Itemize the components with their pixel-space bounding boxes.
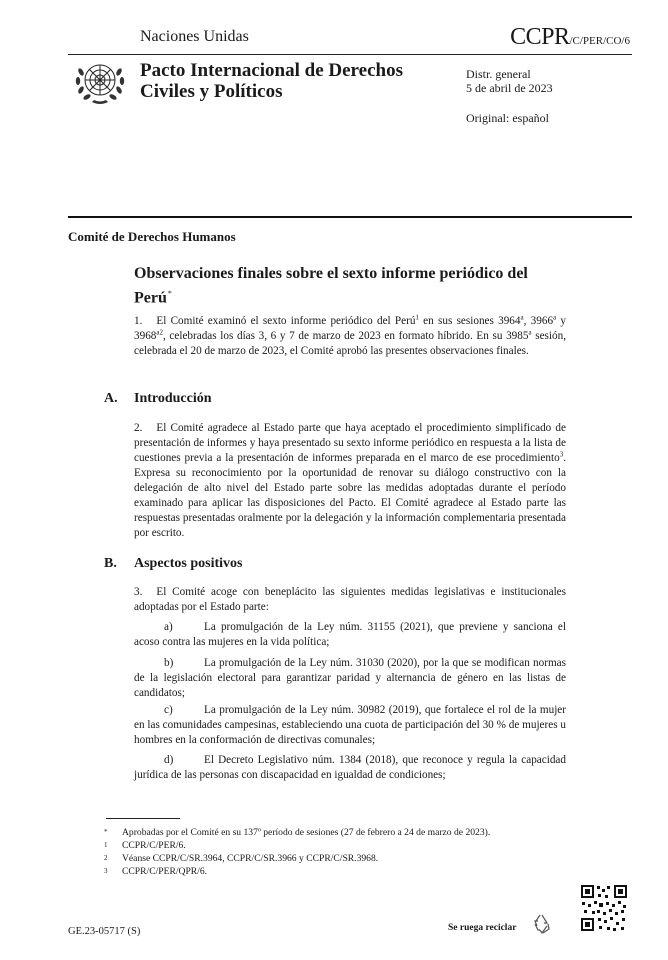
- footnote-text: CCPR/C/PER/QPR/6.: [122, 866, 208, 877]
- paragraph-number: 2.: [134, 422, 143, 434]
- item-text: La promulgación de la Ley núm. 30982 (2019), que fortalece el rol de la mujer en las comunidades campesinas, estableciendo una cuota de participación del 30 % de mujeres u hombres en la conformación de directivas comunales;: [134, 704, 566, 746]
- footnote: [104, 839, 574, 852]
- footnote-mark: 1: [104, 841, 108, 849]
- committee-name: Comité de Derechos Humanos: [68, 229, 236, 244]
- treaty-title-line1: Pacto Internacional de Derechos: [140, 60, 403, 81]
- list-item: [134, 753, 566, 783]
- superscript: a: [528, 328, 532, 337]
- recycle-text: Se ruega reciclar: [448, 923, 517, 933]
- title-line2: Perú: [134, 289, 167, 307]
- footnote: [104, 826, 574, 839]
- document-symbol: [510, 24, 630, 51]
- item-letter: a): [164, 621, 173, 633]
- section-a-title: Introducción: [134, 391, 212, 406]
- list-item: [134, 620, 566, 650]
- distribution-block: [466, 67, 553, 95]
- list-item: [134, 703, 566, 748]
- footnote: [104, 865, 574, 878]
- list-item: [134, 656, 566, 701]
- footnote-ref: 3: [559, 450, 564, 459]
- footnote-ref: a2: [156, 328, 163, 337]
- paragraph-text: . Expresa su reconocimiento por la oportunidad de renovar su diálogo constructivo con la delegación de alto nivel del Estado parte sobre las medidas adoptadas durante el período examinado para aplicar las disposiciones del Pacto. El Comité agradece al Estado parte las respuestas presentadas oralmente por la delegación y la información complementaria presentada por escrito.: [134, 452, 566, 539]
- symbol-main: CCPR: [510, 24, 570, 50]
- organization-name: Naciones Unidas: [140, 28, 249, 45]
- paragraph-text: sesión, celebrada el 20 de marzo de 2023, el Comité aprobó las presentes observaciones finales.: [134, 330, 566, 357]
- issue-date: 5 de abril de 2023: [466, 81, 553, 95]
- section-b-title: Aspectos positivos: [134, 556, 243, 571]
- paragraph-3: [134, 585, 566, 615]
- footnote-text: CCPR/C/PER/6.: [122, 840, 186, 851]
- paragraph-1: [134, 314, 566, 359]
- section-b-letter: B.: [104, 556, 117, 571]
- footnote-text: Aprobadas por el Comité en su 137º período de sesiones (27 de febrero a 24 de marzo de 2023).: [122, 827, 491, 838]
- section-a-letter: A.: [104, 391, 118, 406]
- treaty-title: [140, 60, 403, 102]
- paragraph-text: El Comité examinó el sexto informe periódico del Perú: [156, 315, 416, 327]
- paragraph-text: , 3966: [523, 315, 554, 327]
- job-number: GE.23-05717 (S): [68, 926, 141, 937]
- footnote-text: Véanse CCPR/C/SR.3964, CCPR/C/SR.3966 y CCPR/C/SR.3968.: [122, 853, 379, 864]
- recycle-icon: [532, 912, 552, 936]
- paragraph-2: [134, 421, 566, 541]
- item-letter: b): [164, 657, 174, 669]
- footnote: [104, 852, 574, 865]
- footnote-mark: 2: [104, 854, 108, 862]
- document-title: [134, 264, 574, 308]
- item-letter: d): [164, 754, 174, 766]
- header-rule: [68, 54, 632, 55]
- footnote-mark: *: [104, 828, 108, 836]
- footnote-mark: 3: [104, 867, 108, 875]
- paragraph-text: y 3968: [134, 315, 567, 342]
- item-letter: c): [164, 704, 173, 716]
- qr-code-icon: [580, 884, 628, 932]
- footnote-separator: [106, 818, 180, 819]
- paragraph-text: , celebradas los días 3, 6 y 7 de marzo de 2023 en formato híbrido. En su 3985: [162, 330, 529, 342]
- footnote-ref: 1: [415, 313, 419, 322]
- item-text: El Decreto Legislativo núm. 1384 (2018), que reconoce y regula la capacidad jurídica de las personas con discapacidad en igualdad de condiciones;: [134, 754, 566, 781]
- symbol-sub: /C/PER/CO/6: [569, 35, 630, 47]
- superscript: a: [520, 313, 524, 322]
- distribution-label: Distr. general: [466, 67, 531, 81]
- paragraph-text: El Comité acoge con beneplácito las siguientes medidas legislativas e institucionales adoptadas por el Estado parte:: [134, 586, 566, 613]
- un-emblem-icon: [72, 56, 128, 108]
- title-footnote-mark: *: [167, 289, 172, 298]
- item-text: La promulgación de la Ley núm. 31030 (2020), por la que se modifican normas de la legislación electoral para garantizar paridad y alternancia de género en las listas de candidatos;: [134, 657, 566, 699]
- title-line1: Observaciones finales sobre el sexto informe periódico del: [134, 265, 528, 282]
- paragraph-number: 3.: [134, 586, 143, 598]
- treaty-title-line2: Civiles y Políticos: [140, 81, 283, 102]
- paragraph-text: en sus sesiones 3964: [418, 315, 521, 327]
- paragraph-text: El Comité agradece al Estado parte que haya aceptado el procedimiento simplificado de presentación de informes y haya presentado su sexto informe periódico en respuesta a la lista de cuestiones previa a la presentación de informes preparada en el marco de ese procedimiento: [134, 422, 566, 464]
- paragraph-number: 1.: [134, 315, 143, 327]
- item-text: La promulgación de la Ley núm. 31155 (2021), que previene y sanciona el acoso contra las mujeres en la vida política;: [134, 621, 566, 648]
- superscript: a: [553, 313, 557, 322]
- original-language: Original: español: [466, 111, 549, 125]
- header-divider: [68, 216, 632, 218]
